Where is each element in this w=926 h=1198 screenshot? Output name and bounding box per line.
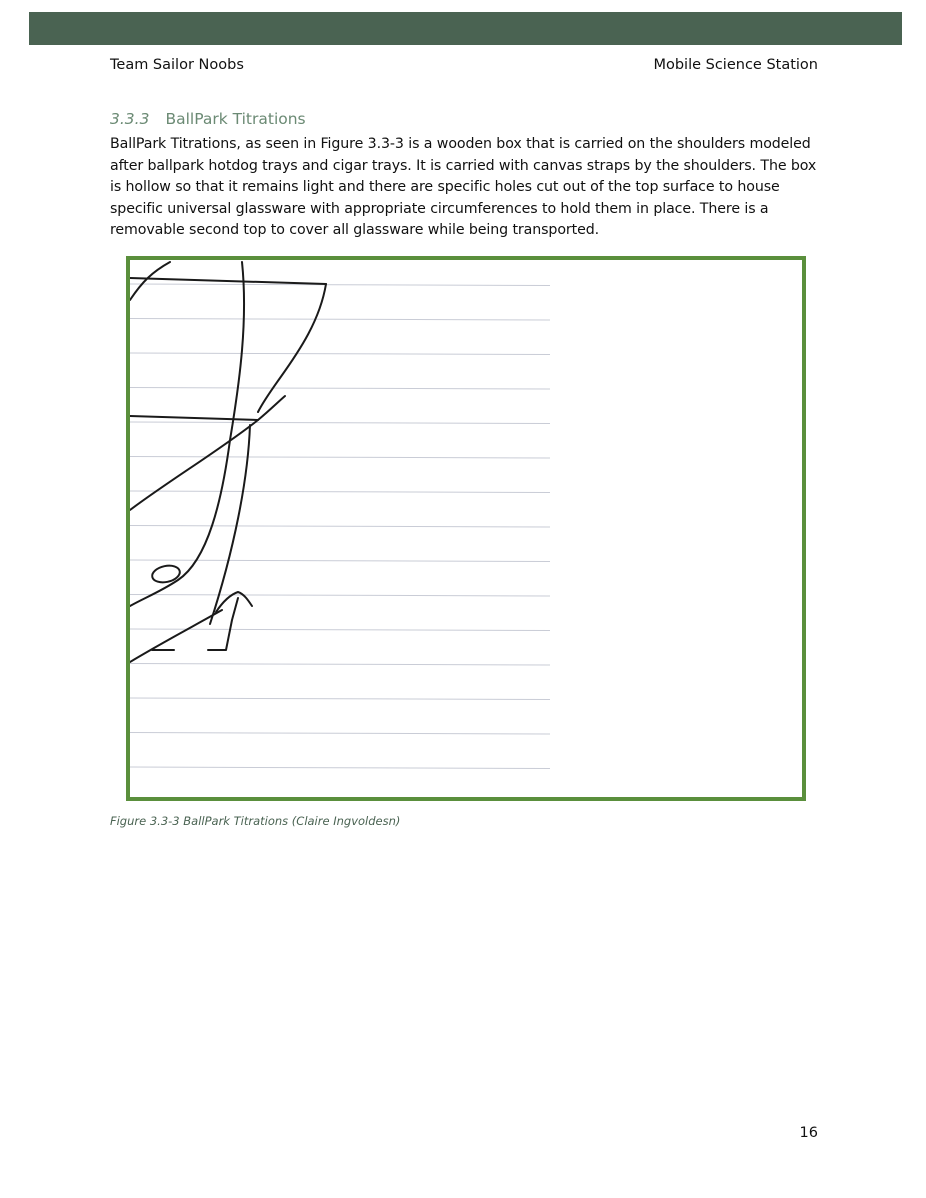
notebook-rule-line [130,319,550,321]
sketch-upper-left-curve [130,262,170,300]
sketch-body-curve [130,262,244,606]
notebook-rule-line [130,353,550,355]
sketch-diagonal-strap [130,396,285,510]
sketch-tray-right-edge [258,284,326,412]
page-number: 16 [799,1125,818,1141]
sketch-vertical-strap [210,425,250,624]
sketch-tray-middle-line [130,416,258,420]
header-team-name: Team Sailor Noobs [110,57,244,73]
notebook-rule-line [130,733,550,735]
section-heading [110,110,306,128]
section-title: BallPark Titrations [165,110,306,128]
notebook-rule-line [130,560,550,562]
figure-frame [126,256,806,801]
notebook-rule-line [130,767,550,769]
ink-sketch [130,262,326,662]
sketch-arrow-stem [208,598,238,650]
notebook-rule-line [130,284,550,286]
notebook-rule-line [130,629,550,631]
notebook-rule-line [130,422,550,424]
figure-caption: Figure 3.3-3 BallPark Titrations (Claire Ingvoldesn) [110,814,401,828]
notebook-rule-line [130,526,550,528]
notebook-rule-line [130,388,550,390]
notebook-rule-line [130,491,550,493]
sketch-top-edge [130,278,326,284]
notebook-rule-line [130,457,550,459]
header-color-bar [29,12,902,45]
sketch-lower-diagonal [130,610,222,662]
section-number: 3.3.3 [110,110,150,128]
notebook-rule-line [130,595,550,597]
section-body-paragraph: BallPark Titrations, as seen in Figure 3.3-3 is a wooden box that is carried on the shoulders modeled after ballpark hotdog trays and cigar trays. It is carried with canvas straps by the shoulders. The box is hollow so that it remains light and there are specific holes cut out of the top surface to house specific universal glassware with appropriate circumferences to hold them in place. There is a removable second top to cover all glassware while being transported. [110,136,817,239]
notebook-lines [130,284,550,797]
notebook-rule-line [130,664,550,666]
sketch-image [130,260,802,797]
header-project-name: Mobile Science Station [653,57,818,73]
notebook-rule-line [130,698,550,700]
